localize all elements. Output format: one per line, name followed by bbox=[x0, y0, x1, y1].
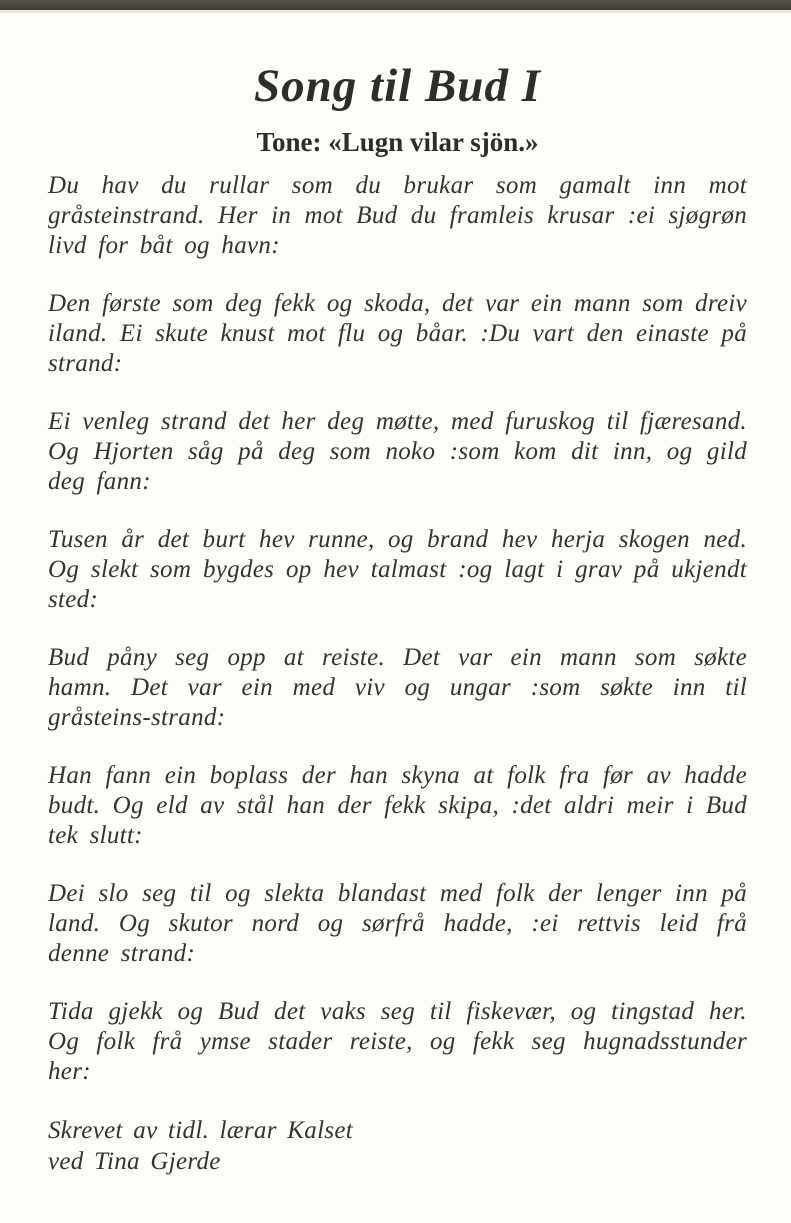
song-stanzas bbox=[48, 171, 747, 1087]
stanza-6: Han fann ein boplass der han skyna at folk fra før av hadde budt. Og eld av stål han der fekk skipa, :det aldri meir i Bud tek slutt: bbox=[48, 762, 747, 849]
page-content bbox=[0, 59, 791, 1177]
stanza-5: Bud påny seg opp at reiste. Det var ein mann som søkte hamn. Det var ein med viv og ungar :som søkte inn til gråsteins-strand: bbox=[48, 644, 747, 731]
page-top-edge-band bbox=[0, 0, 791, 13]
tune-reference-line: Tone: «Lugn vilar sjön.» bbox=[256, 127, 539, 157]
stanza-1: Du hav du rullar som du brukar som gamalt inn mot gråsteinstrand. Her in mot Bud du framleis krusar :ei sjøgrøn livd for båt og havn: bbox=[48, 172, 747, 259]
credit-line-2: ved Tina Gjerde bbox=[48, 1148, 221, 1175]
author-credit bbox=[48, 1115, 747, 1177]
stanza-8: Tida gjekk og Bud det vaks seg til fiskevær, og tingstad her. Og folk frå ymse stader reiste, og fekk seg hugnadsstunder her: bbox=[48, 998, 747, 1085]
stanza-3: Ei venleg strand det her deg møtte, med furuskog til fjæresand. Og Hjorten såg på deg som noko :som kom dit inn, og gild deg fann: bbox=[48, 408, 747, 495]
stanza-4: Tusen år det burt hev runne, og brand hev herja skogen ned. Og slekt som bygdes op hev talmast :og lagt i grav på ukjendt sted: bbox=[48, 526, 747, 613]
credit-line-1: Skrevet av tidl. lærar Kalset bbox=[48, 1117, 353, 1144]
page-title: Song til Bud I bbox=[254, 60, 541, 112]
stanza-2: Den første som deg fekk og skoda, det var ein mann som dreiv iland. Ei skute knust mot flu og båar. :Du vart den einaste på strand: bbox=[48, 290, 747, 377]
stanza-7: Dei slo seg til og slekta blandast med folk der lenger inn på land. Og skutor nord og sørfrå hadde, :ei rettvis leid frå denne strand: bbox=[48, 880, 747, 967]
